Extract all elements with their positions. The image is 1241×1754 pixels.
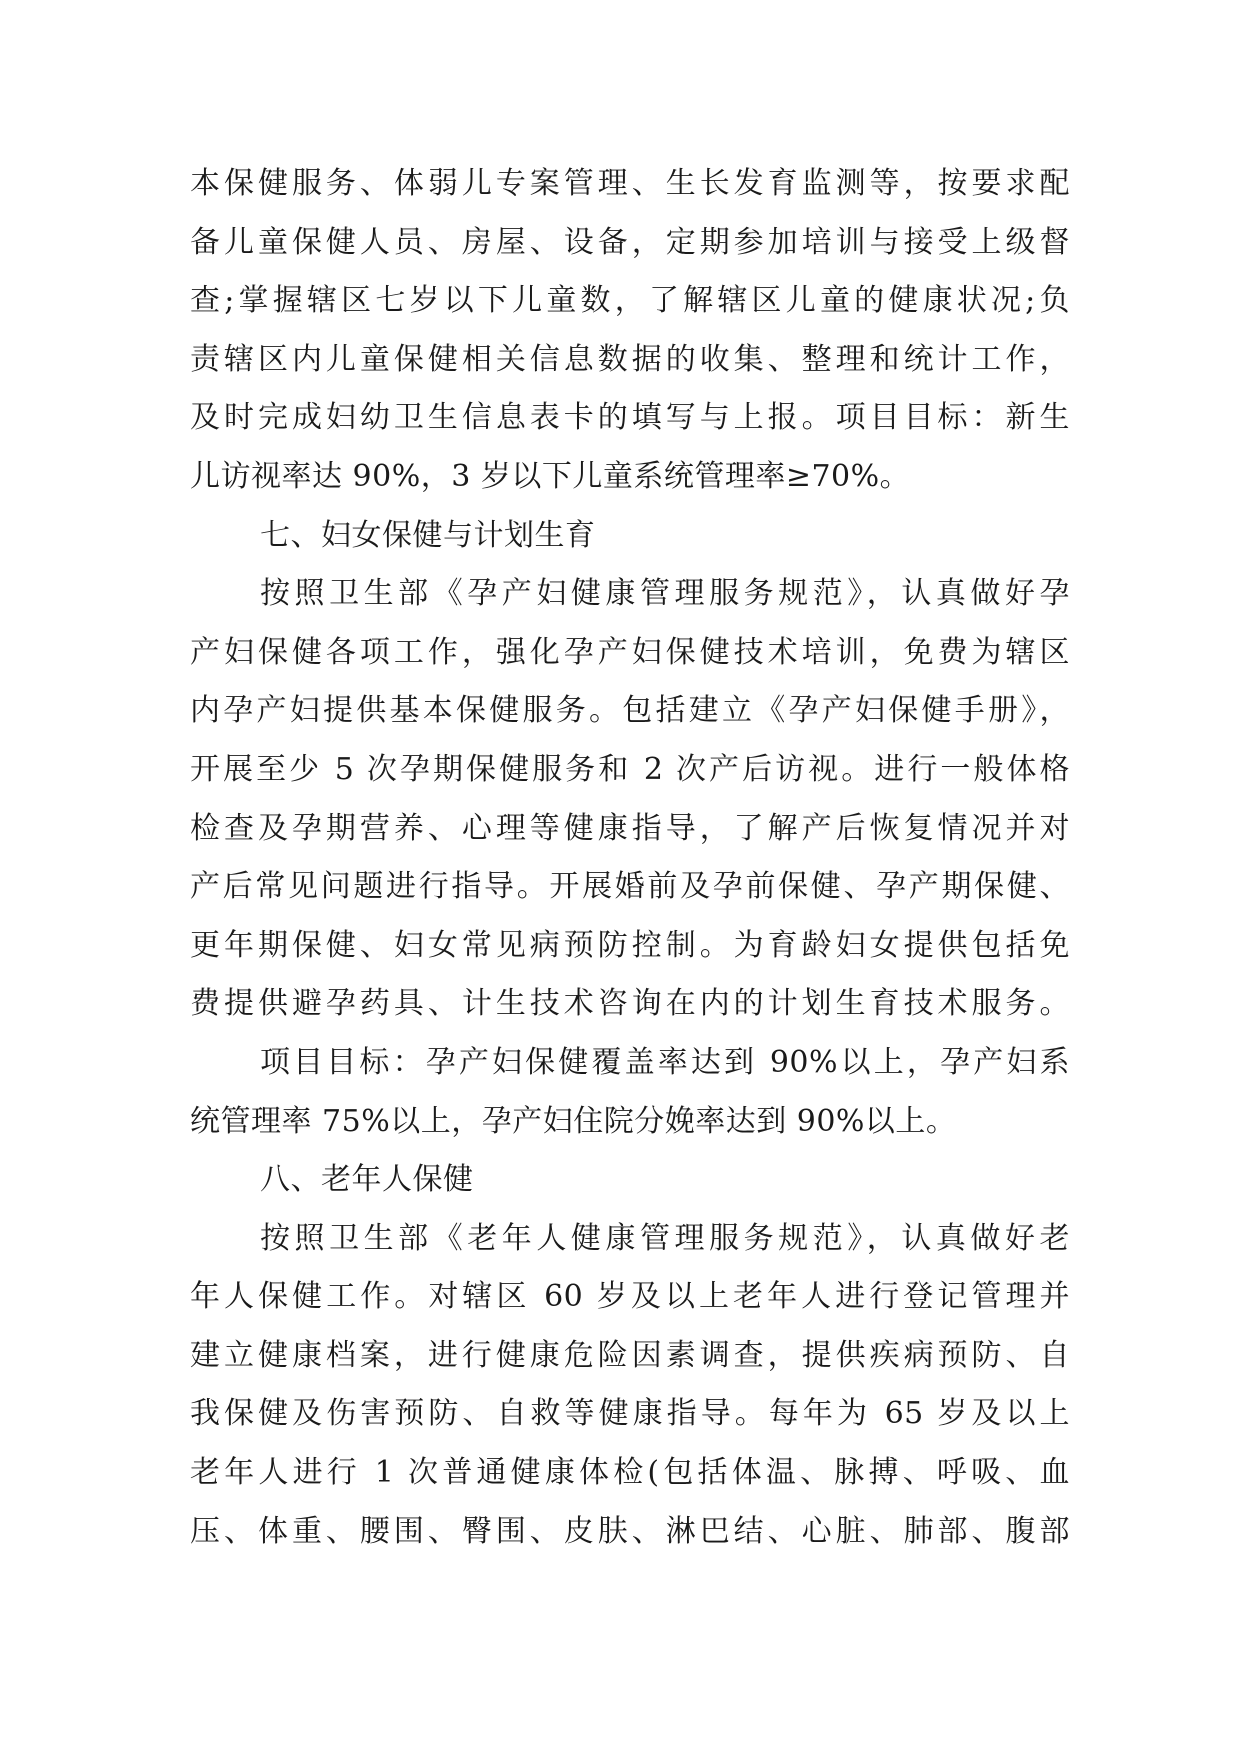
section-heading: 八、老年人保健 [260,1162,474,1198]
text-line: 建立健康档案，进行健康危险因素调查，提供疾病预防、自 [190,1337,1070,1373]
text-line: 查;掌握辖区七岁以下儿童数，了解辖区儿童的健康状况;负 [190,283,1070,319]
text-line: 本保健服务、体弱儿专案管理、生长发育监测等，按要求配 [190,166,1070,201]
text-line: 我保健及伤害预防、自救等健康指导。每年为 65 岁及以上 [190,1396,1070,1432]
text-line: 检查及孕期营养、心理等健康指导，了解产后恢复情况并对 [190,810,1070,846]
body-text [190,155,1070,1561]
text-line: 及时完成妇幼卫生信息表卡的填写与上报。项目目标：新生 [190,400,1070,436]
text-line: 产后常见问题进行指导。开展婚前及孕前保健、孕产期保健、 [190,869,1070,905]
text-line: 费提供避孕药具、计生技术咨询在内的计划生育技术服务。 [190,986,1070,1022]
text-line: 项目目标：孕产妇保健覆盖率达到 90%以上，孕产妇系 [260,1044,1070,1080]
text-line: 责辖区内儿童保健相关信息数据的收集、整理和统计工作， [190,341,1070,377]
text-line: 压、体重、腰围、臀围、皮肤、淋巴结、心脏、肺部、腹部 [190,1513,1070,1549]
text-line: 按照卫生部《老年人健康管理服务规范》，认真做好老 [260,1220,1070,1256]
section-heading: 七、妇女保健与计划生育 [260,517,596,553]
text-line: 更年期保健、妇女常见病预防控制。为育龄妇女提供包括免 [190,927,1070,963]
text-line: 内孕产妇提供基本保健服务。包括建立《孕产妇保健手册》， [190,693,1070,729]
text-line: 统管理率 75%以上，孕产妇住院分娩率达到 90%以上。 [190,1103,957,1139]
text-line: 开展至少 5 次孕期保健服务和 2 次产后访视。进行一般体格 [190,751,1070,787]
text-line: 年人保健工作。对辖区 60 岁及以上老年人进行登记管理并 [190,1279,1070,1315]
text-line: 儿访视率达 90%，3 岁以下儿童系统管理率≥70%。 [190,458,911,494]
text-line: 产妇保健各项工作，强化孕产妇保健技术培训，免费为辖区 [190,634,1070,670]
text-line: 按照卫生部《孕产妇健康管理服务规范》，认真做好孕 [260,576,1070,612]
text-line: 老年人进行 1 次普通健康体检(包括体温、脉搏、呼吸、血 [190,1455,1070,1491]
text-line: 备儿童保健人员、房屋、设备，定期参加培训与接受上级督 [190,224,1070,260]
